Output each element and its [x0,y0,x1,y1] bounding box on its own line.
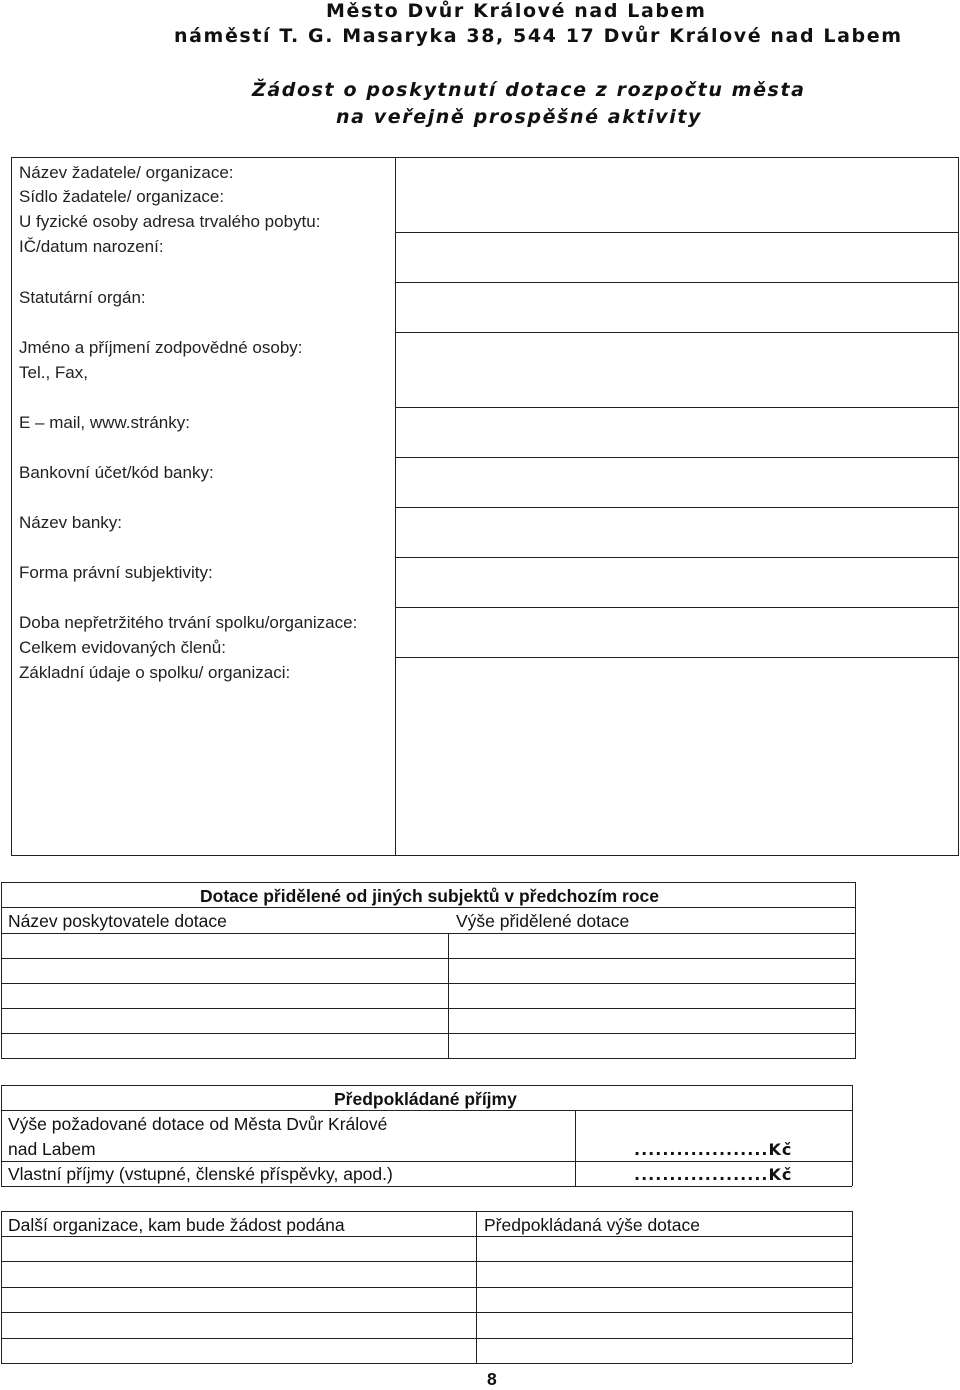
label-email-web: E – mail, www.stránky: [19,413,190,432]
label-bank-name: Název banky: [19,513,122,532]
grants-col-amount: Výše přidělené dotace [456,911,630,931]
city-name: Město Dvůr Králové nad Labem [326,0,707,22]
label-applicant-seat: Sídlo žadatele/ organizace: [19,187,225,206]
label-legal-form: Forma právní subjektivity: [19,563,213,582]
label-member-count: Celkem evidovaných členů: [19,638,226,657]
income-requested-label: Výše požadované dotace od Města Dvůr Králové [8,1114,388,1134]
label-duration: Doba nepřetržitého trvání spolku/organizace: [19,613,358,632]
income-table-title: Předpokládané příjmy [334,1089,517,1109]
income-requested-label-2: nad Labem [8,1139,96,1159]
other-col-amount: Předpokládaná výše dotace [484,1215,700,1235]
label-statutory-body: Statutární orgán: [19,288,146,307]
grants-table-title: Dotace přidělené od jiných subjektů v předchozím roce [200,886,659,906]
grants-col-provider: Název poskytovatele dotace [8,911,227,931]
income-own-value: ...................Kč [634,1165,793,1184]
form-title: Žádost o poskytnutí dotace z rozpočtu města [252,79,806,101]
page-number: 8 [487,1369,497,1389]
label-residence-address: U fyzické osoby adresa trvalého pobytu: [19,212,321,231]
form-subtitle: na veřejně prospěšné aktivity [336,106,703,128]
label-applicant-name: Název žadatele/ organizace: [19,163,234,182]
label-responsible-person: Jméno a příjmení zodpovědné osoby: [19,338,303,357]
label-ico-birthdate: IČ/datum narození: [19,237,164,256]
label-bank-account: Bankovní účet/kód banky: [19,463,214,482]
city-address: náměstí T. G. Masaryka 38, 544 17 Dvůr Králové nad Labem [174,25,903,47]
other-col-organization: Další organizace, kam bude žádost podána [8,1215,345,1235]
income-requested-value: ...................Kč [634,1140,793,1159]
label-basic-info: Základní údaje o spolku/ organizaci: [19,663,291,682]
label-tel-fax: Tel., Fax, [19,363,88,382]
income-own-label: Vlastní příjmy (vstupné, členské příspěvky, apod.) [8,1164,393,1184]
